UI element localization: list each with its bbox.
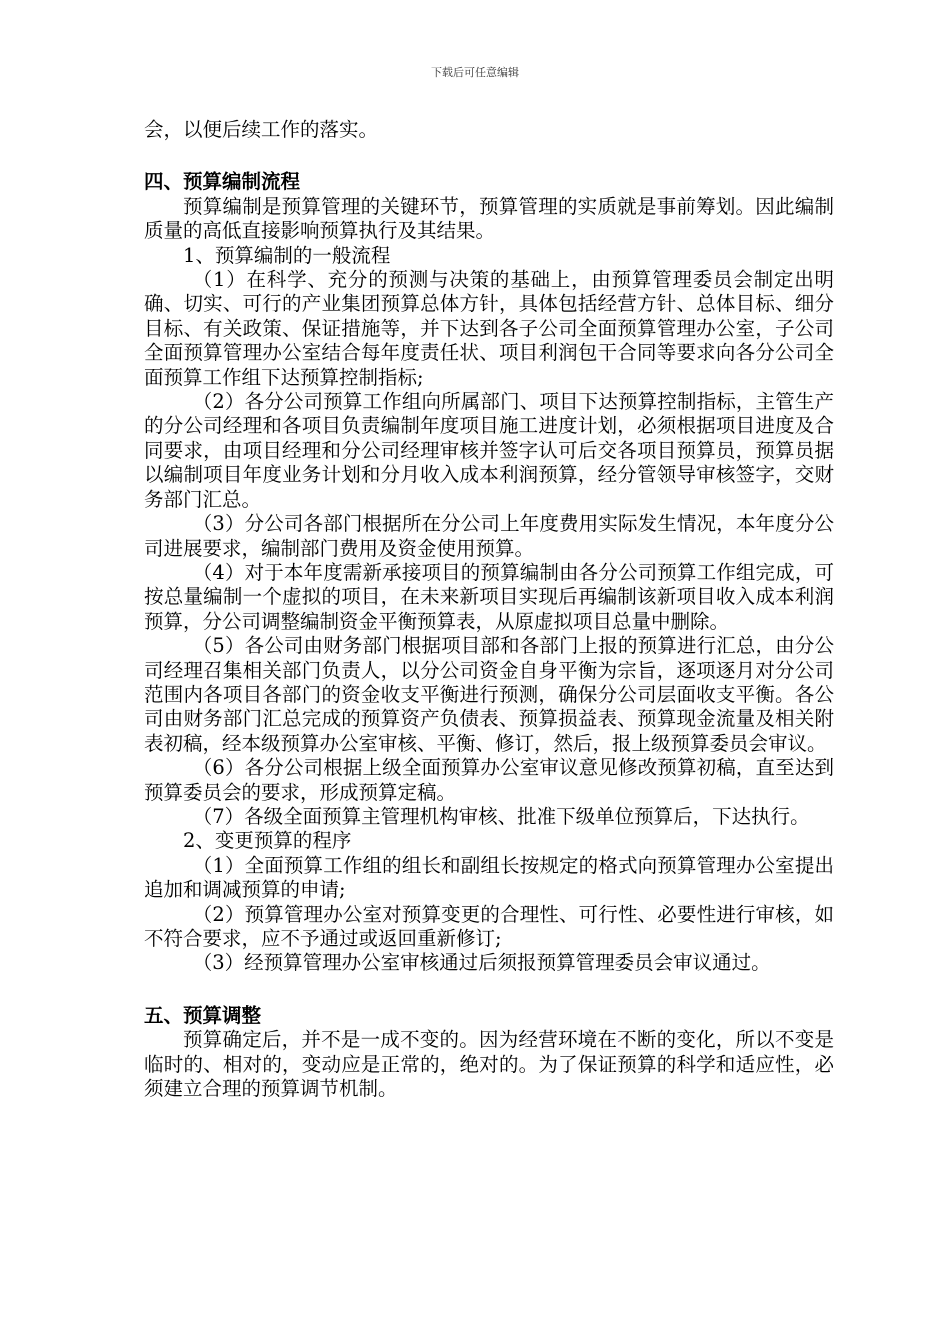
change-step-1: （1）全面预算工作组的组长和副组长按规定的格式向预算管理办公室提出追加和调减预算的申请;	[144, 853, 834, 902]
budget-step-1: （1）在科学、充分的预测与决策的基础上，由预算管理委员会制定出明确、切实、可行的产业集团预算总体方针，具体包括经营方针、总体目标、细分目标、有关政策、保证措施等，并下达到各子公司全面预算管理办公室，子公司全面预算管理办公室结合每年度责任状、项目利润包干合同等要求向各分公司全面预算工作组下达预算控制指标;	[144, 268, 834, 389]
change-step-3: （3）经预算管理办公室审核通过后须报预算管理委员会审议通过。	[192, 951, 771, 975]
budget-step-4: （4）对于本年度需新承接项目的预算编制由各分公司预算工作组完成，可按总量编制一个虚拟的项目，在未来新项目实现后再编制该新项目收入成本利润预算，分公司调整编制资金平衡预算表，从原虚拟项目总量中删除。	[144, 560, 834, 633]
section-gap	[144, 976, 834, 1004]
section4-heading: 四、预算编制流程	[144, 170, 301, 194]
opening-fragment: 会，以便后续工作的落实。	[144, 118, 379, 141]
section5-heading: 五、预算调整	[144, 1003, 262, 1027]
document-body	[144, 118, 834, 1101]
budget-step-6: （6）各分公司根据上级全面预算办公室审议意见修改预算初稿，直至达到预算委员会的要求，形成预算定稿。	[144, 756, 834, 804]
budget-step-3: （3）分公司各部门根据所在分公司上年度费用实际发生情况，本年度分公司进展要求，编制部门费用及资金使用预算。	[144, 512, 834, 560]
subsection2-title: 2、变更预算的程序	[183, 829, 352, 853]
page-header: 下载后可任意编辑	[431, 66, 519, 79]
budget-step-2: （2）各分公司预算工作组向所属部门、项目下达预算控制指标，主管生产的分公司经理和各项目负责编制年度项目施工进度计划，必须根据项目进度及合同要求，由项目经理和分公司经理审核并签字认可后交各项目预算员，预算员据以编制项目年度业务计划和分月收入成本利润预算，经分管领导审核签字，交财务部门汇总。	[144, 390, 834, 511]
budget-step-7: （7）各级全面预算主管理机构审核、批准下级单位预算后，下达执行。	[192, 804, 810, 828]
section4-intro: 预算编制是预算管理的关键环节，预算管理的实质就是事前筹划。因此编制质量的高低直接影响预算执行及其结果。	[144, 194, 834, 243]
section-gap	[144, 142, 834, 170]
subsection1-title: 1、预算编制的一般流程	[183, 243, 391, 267]
change-step-2: （2）预算管理办公室对预算变更的合理性、可行性、必要性进行审核，如不符合要求，应不予通过或返回重新修订;	[144, 902, 834, 950]
section5-body: 预算确定后，并不是一成不变的。因为经营环境在不断的变化，所以不变是临时的、相对的，变动应是正常的，绝对的。为了保证预算的科学和适应性，必须建立合理的预算调节机制。	[144, 1028, 834, 1101]
budget-step-5: （5）各公司由财务部门根据项目部和各部门上报的预算进行汇总，由分公司经理召集相关部门负责人，以分公司资金自身平衡为宗旨，逐项逐月对分公司范围内各项目各部门的资金收支平衡进行预测，确保分公司层面收支平衡。各公司由财务部门汇总完成的预算资产负债表、预算损益表、预算现金流量及相关附表初稿，经本级预算办公室审核、平衡、修订，然后，报上级预算委员会审议。	[144, 634, 834, 755]
